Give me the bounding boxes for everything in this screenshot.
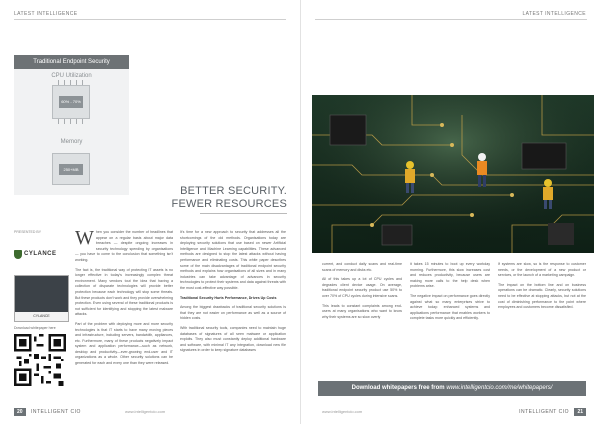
folio-left — [14, 409, 81, 415]
drop-cap: W — [75, 227, 94, 249]
running-head-left: LATEST INTELLIGENCE — [14, 11, 78, 17]
cylance-logo-text: CYLANCE — [24, 251, 57, 257]
brand-right: INTELLIGENT CIO — [519, 409, 570, 415]
download-banner[interactable] — [318, 381, 586, 396]
hero-photo — [312, 95, 594, 253]
site-url-left: www.intelligentcio.com — [125, 409, 166, 414]
paragraph: With traditional security tools, companies need to maintain huge databases of signatures of all seen malware or application exploits. They also must constantly deploy additional hardware and software, with minimal IT any integration, download new file signatures in order to keep signature databases — [180, 325, 286, 353]
body-column-2 — [180, 230, 286, 358]
paragraph: The impact on the bottom line and on business operations can be dramatic. Clearly, security solutions need to be effective at stopping attacks, but not at the cost of diminishing performance to the point where employees and customers become dissatisfied. — [498, 282, 586, 310]
paragraph: Among the biggest drawbacks of traditional security solutions is that they are not easier on performance as well as a source of hidden costs. — [180, 305, 286, 321]
qr-code-icon[interactable] — [14, 334, 66, 386]
paragraph: Part of the problem with deploying more and more security technologies is that IT starts to have many moving pieces and infrastructure, including servers, bandwidth, appliances, etc. Furthermore, many of these products negatively impact system and application performance—such as network, desktop and productivity—ever-growing end-user and IT organizations as a whole. Other security solutions can be generated for each and every one than they were released. — [75, 321, 173, 366]
section-subhead: Traditional Security Hurts Performance, Drives Up Costs — [180, 295, 277, 300]
thumbnail-logo: CYLANCE — [15, 312, 68, 321]
headline-line-1: BETTER SECURITY. — [180, 185, 287, 197]
memory-value: 250+MB — [59, 164, 83, 175]
banner-text: Download whitepapers free from — [351, 385, 447, 391]
page-number-right: 21 — [574, 408, 586, 416]
infographic — [14, 55, 129, 195]
cpu-value: 60% - 70% — [59, 96, 83, 108]
presented-by-label: PRESENTED BY — [14, 230, 42, 234]
body-column-5 — [498, 262, 586, 315]
header-rule — [315, 19, 587, 20]
cpu-chip-icon — [52, 85, 90, 119]
sponsor-sidebar — [14, 230, 69, 330]
paragraph: This leads to constant complaints among end-users at many organisations who want to know why their systems are so slow overly — [322, 303, 402, 319]
article-headline — [147, 185, 287, 210]
paragraph: If systems are slow, so is the response to customer needs, or the development of a new product or services, or the launch of a marketing campaign. — [498, 262, 586, 278]
paragraph: current, and conduct daily scans and real-time scans of memory and disks etc. — [322, 262, 402, 272]
page-number-left: 20 — [14, 408, 26, 416]
brand-left: INTELLIGENT CIO — [30, 409, 81, 415]
shield-icon — [14, 250, 22, 259]
body-column-4 — [410, 262, 490, 326]
paragraph: hen you consider the number of headlines that appear on a regular basis about major data breaches — despite ongoing increases in security technology spending by organisations — you have to come to the conclusion that something isn't working. — [75, 230, 173, 262]
cylance-logo — [14, 248, 69, 266]
banner-url-link[interactable]: www.intelligentcio.com/me/whitepapers/ — [446, 385, 553, 391]
headline-line-2: FEWER RESOURCES — [171, 197, 287, 210]
folio-right — [519, 409, 586, 415]
headline-rule — [200, 213, 287, 214]
header-rule — [14, 19, 286, 20]
paragraph: It's time for a new approach to security that addresses all the shortcomings of the old methods. Organisations today are deploying security solutions that use based on newer Artificial Intelligence and Machine Learning capabilities. These advanced methods are designed to stop the latest attacks without having performance and eliminating costs. This white paper describes some of the main disadvantages of traditional endpoint security methods and explains how organisations of all sizes and in many industries can take advantage of advances in security technologies to protect their systems and data against threats with the most cost-effective way possible. — [180, 230, 286, 290]
paragraph: The fact is, the traditional way of protecting IT assets is no longer effective in today's increasingly complex threat environment. Many vendors tout the idea that having a collection of disparate technologies will provide better protection because each technology will stop some threats. But these products don't work and they provide overwhelming protection. Even using several of these traditional products is not sufficient for identifying and stopping the latest malware attacks. — [75, 267, 173, 317]
circuit-board-workers-image — [312, 95, 594, 253]
paragraph: it takes 15 minutes to boot up every workday morning. Furthermore, this slow increases cost and reduces productivity, because users are making more calls to the help desk when problems arise. — [410, 262, 490, 289]
whitepaper-thumbnail[interactable] — [14, 275, 69, 322]
paragraph: The negative impact on performance goes directly against what so many enterprises strive to achieve today: enhanced systems and applications performance that enables workers to complete tasks more quickly and efficiently. — [410, 293, 490, 321]
body-column-3 — [322, 262, 402, 324]
paragraph: All of this takes up a lot of CPU cycles and degrades client device usage. On average, traditional endpoint security product use 50% to over 70% of CPU cycles during intensive scans. — [322, 277, 402, 298]
cpu-label: CPU Utilization — [51, 73, 92, 79]
running-head-right: LATEST INTELLIGENCE — [522, 11, 586, 17]
site-url-right: www.intelligentcio.com — [322, 409, 363, 414]
memory-chip-icon — [52, 153, 90, 185]
memory-label: Memory — [60, 139, 83, 145]
infographic-title: Traditional Endpoint Security — [14, 55, 129, 69]
download-label: Download whitepaper here — [14, 326, 56, 330]
body-column-1 — [75, 227, 173, 371]
